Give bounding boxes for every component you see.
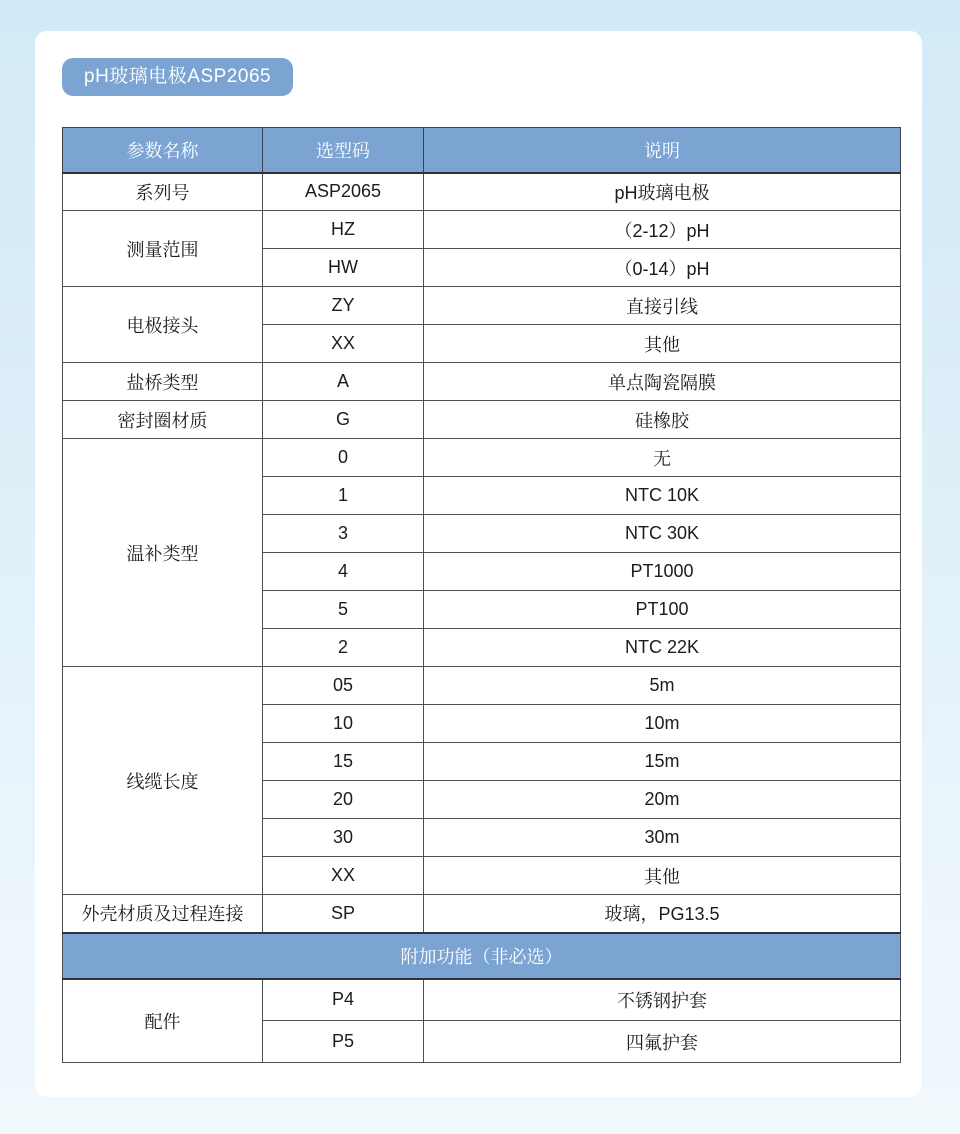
table-row [63, 979, 901, 1021]
selection-code-cell: ZY [263, 287, 424, 325]
description-cell: 单点陶瓷隔膜 [424, 363, 901, 401]
table-row [63, 895, 901, 933]
selection-code-cell: 2 [263, 629, 424, 667]
section-banner-cell: 附加功能（非必选） [63, 933, 901, 979]
parameter-name-cell: 电极接头 [63, 287, 263, 363]
selection-code-cell: 05 [263, 667, 424, 705]
parameter-name-cell: 温补类型 [63, 439, 263, 667]
table-row [63, 287, 901, 325]
col-header-selection-code: 选型码 [263, 128, 424, 173]
section-banner-row [63, 933, 901, 979]
selection-table-container [62, 127, 900, 1063]
selection-code-cell: HZ [263, 211, 424, 249]
selection-code-cell: XX [263, 857, 424, 895]
description-cell: 10m [424, 705, 901, 743]
parameter-name-cell: 配件 [63, 979, 263, 1063]
selection-code-cell: 4 [263, 553, 424, 591]
description-cell: pH玻璃电极 [424, 173, 901, 211]
description-cell: 30m [424, 819, 901, 857]
header-row [63, 128, 901, 173]
description-cell: 5m [424, 667, 901, 705]
description-cell: 玻璃，PG13.5 [424, 895, 901, 933]
table-row [63, 363, 901, 401]
table-row [63, 439, 901, 477]
description-cell: NTC 22K [424, 629, 901, 667]
description-cell: 四氟护套 [424, 1021, 901, 1063]
content-card [35, 31, 922, 1097]
selection-code-cell: XX [263, 325, 424, 363]
col-header-description: 说明 [424, 128, 901, 173]
selection-table [62, 127, 901, 1063]
description-cell: 15m [424, 743, 901, 781]
parameter-name-cell: 测量范围 [63, 211, 263, 287]
selection-code-cell: HW [263, 249, 424, 287]
parameter-name-cell: 密封圈材质 [63, 401, 263, 439]
description-cell: 不锈钢护套 [424, 979, 901, 1021]
selection-code-cell: SP [263, 895, 424, 933]
parameter-name-cell: 线缆长度 [63, 667, 263, 895]
description-cell: （2-12）pH [424, 211, 901, 249]
selection-code-cell: P5 [263, 1021, 424, 1063]
selection-code-cell: 10 [263, 705, 424, 743]
table-row [63, 401, 901, 439]
description-cell: （0-14）pH [424, 249, 901, 287]
selection-code-cell: 1 [263, 477, 424, 515]
selection-code-cell: G [263, 401, 424, 439]
table-body [63, 173, 901, 1063]
description-cell: 其他 [424, 857, 901, 895]
parameter-name-cell: 外壳材质及过程连接 [63, 895, 263, 933]
selection-code-cell: 20 [263, 781, 424, 819]
selection-code-cell: P4 [263, 979, 424, 1021]
parameter-name-cell: 系列号 [63, 173, 263, 211]
selection-code-cell: 5 [263, 591, 424, 629]
selection-code-cell: 3 [263, 515, 424, 553]
table-header [63, 128, 901, 173]
description-cell: PT1000 [424, 553, 901, 591]
description-cell: NTC 30K [424, 515, 901, 553]
product-title-badge: pH玻璃电极ASP2065 [62, 58, 293, 96]
description-cell: 硅橡胶 [424, 401, 901, 439]
selection-code-cell: ASP2065 [263, 173, 424, 211]
selection-code-cell: A [263, 363, 424, 401]
description-cell: NTC 10K [424, 477, 901, 515]
selection-code-cell: 0 [263, 439, 424, 477]
table-row [63, 211, 901, 249]
description-cell: PT100 [424, 591, 901, 629]
description-cell: 20m [424, 781, 901, 819]
table-row [63, 173, 901, 211]
description-cell: 其他 [424, 325, 901, 363]
selection-code-cell: 30 [263, 819, 424, 857]
selection-code-cell: 15 [263, 743, 424, 781]
col-header-parameter-name: 参数名称 [63, 128, 263, 173]
parameter-name-cell: 盐桥类型 [63, 363, 263, 401]
description-cell: 直接引线 [424, 287, 901, 325]
table-row [63, 667, 901, 705]
description-cell: 无 [424, 439, 901, 477]
